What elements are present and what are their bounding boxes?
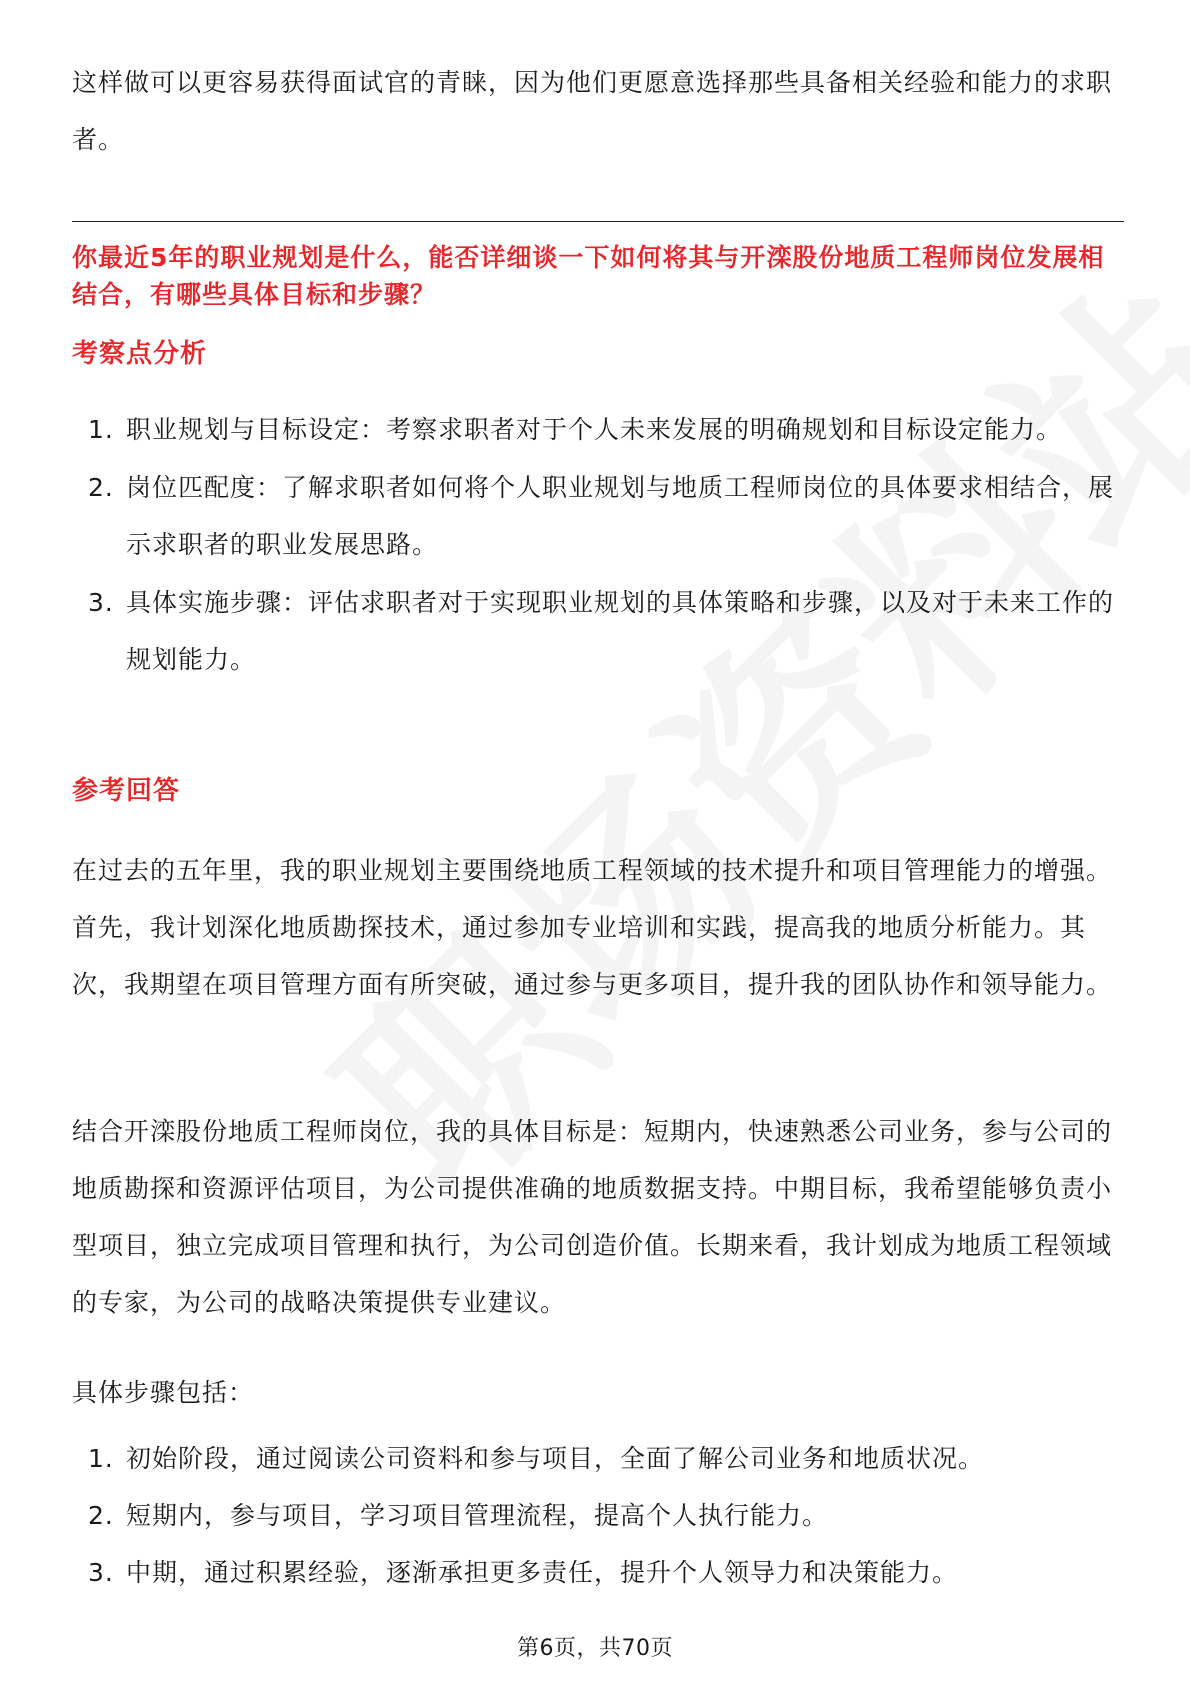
list-item	[72, 1544, 1124, 1601]
question-heading: 你最近5年的职业规划是什么，能否详细谈一下如何将其与开滦股份地质工程师岗位发展相结合，有哪些具体目标和步骤？	[72, 243, 1105, 309]
steps-intro: 具体步骤包括：	[72, 1378, 255, 1407]
steps-list	[72, 1430, 1124, 1601]
list-item	[72, 1487, 1124, 1544]
list-item	[72, 1430, 1124, 1487]
list-number: 2.	[88, 473, 114, 502]
list-item-text: 中期，通过积累经验，逐渐承担更多责任，提升个人领导力和决策能力。	[126, 1558, 959, 1587]
list-item-text: 具体实施步骤：评估求职者对于实现职业规划的具体策略和步骤，以及对于未来工作的规划能力。	[126, 588, 1115, 674]
answer-paragraph-2: 结合开滦股份地质工程师岗位，我的具体目标是：短期内，快速熟悉公司业务，参与公司的地质勘探和资源评估项目，为公司提供准确的地质数据支持。中期目标，我希望能够负责小型项目，独立完成项目管理和执行，为公司创造价值。长期来看，我计划成为地质工程领域的专家，为公司的战略决策提供专业建议。	[72, 1117, 1113, 1317]
list-number: 1.	[88, 415, 114, 444]
list-item-text: 短期内，参与项目，学习项目管理流程，提高个人执行能力。	[126, 1501, 829, 1530]
intro-paragraph: 这样做可以更容易获得面试官的青睐，因为他们更愿意选择那些具备相关经验和能力的求职者。	[72, 68, 1113, 154]
answer-paragraph-1: 在过去的五年里，我的职业规划主要围绕地质工程领域的技术提升和项目管理能力的增强。首先，我计划深化地质勘探技术，通过参加专业培训和实践，提高我的地质分析能力。其次，我期望在项目管理方面有所突破，通过参与更多项目，提升我的团队协作和领导能力。	[72, 856, 1113, 999]
list-item-text: 岗位匹配度：了解求职者如何将个人职业规划与地质工程师岗位的具体要求相结合，展示求职者的职业发展思路。	[126, 473, 1115, 559]
analysis-section-title: 考察点分析	[72, 339, 208, 369]
list-item	[72, 401, 1124, 458]
page-number-footer: 第6页，共70页	[517, 1636, 673, 1661]
list-item-text: 职业规划与目标设定：考察求职者对于个人未来发展的明确规划和目标设定能力。	[126, 415, 1063, 444]
list-number: 2.	[88, 1501, 114, 1530]
list-number: 1.	[88, 1444, 114, 1473]
answer-section-title: 参考回答	[72, 776, 181, 806]
list-item-text: 初始阶段，通过阅读公司资料和参与项目，全面了解公司业务和地质状况。	[126, 1444, 985, 1473]
list-item	[72, 459, 1124, 573]
divider	[72, 221, 1124, 222]
list-item	[72, 574, 1124, 688]
list-number: 3.	[88, 588, 114, 617]
list-number: 3.	[88, 1558, 114, 1587]
analysis-list	[72, 401, 1124, 688]
